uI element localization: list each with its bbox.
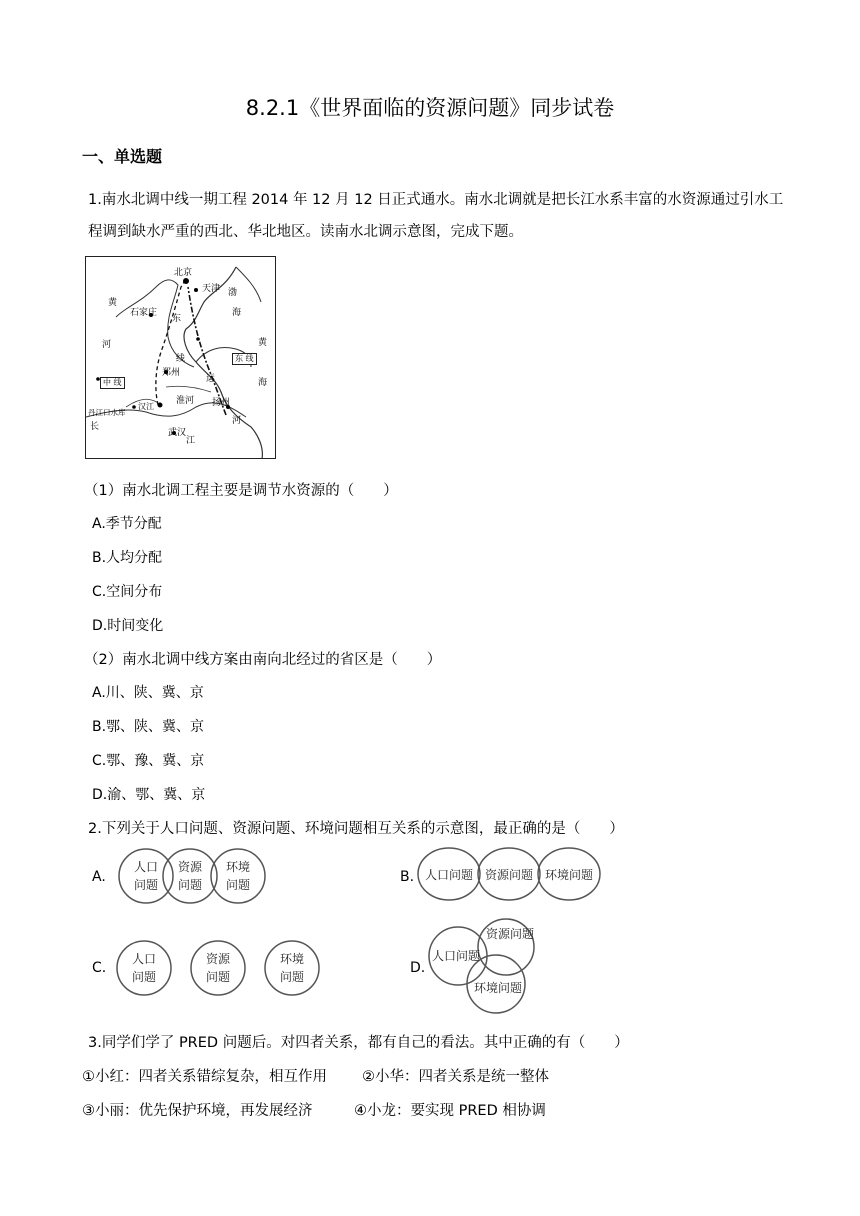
q2-c-c2-line1: 资源: [205, 952, 231, 966]
q2-option-a-diagram[interactable]: [110, 846, 280, 906]
q2-d-c3: 环境问题: [473, 981, 523, 995]
map-label-east-route: 东 线: [232, 353, 257, 365]
q3-statement-4: ④小龙：要实现 PRED 相协调: [354, 1103, 546, 1119]
map-label-xian: 线: [176, 354, 186, 364]
q1-sub1-option-a[interactable]: A.季节分配: [92, 516, 162, 532]
q2-b-c2: 资源问题: [484, 868, 534, 882]
q3-statement-3: ③小丽：优先保护环境，再发展经济: [82, 1103, 313, 1119]
q1-sub1-option-c[interactable]: C.空间分布: [92, 584, 163, 600]
map-label-yangzhou: 扬州: [212, 398, 231, 408]
q2-a-c3-line1: 环境: [225, 860, 251, 874]
south-north-water-map: [85, 256, 276, 459]
q2-b-c3: 环境问题: [544, 868, 594, 882]
q2-a-c2-line1: 资源: [177, 860, 203, 874]
page-title: 8.2.1《世界面临的资源问题》同步试卷: [245, 96, 615, 120]
q2-c-c1-line1: 人口: [131, 952, 157, 966]
map-label-dong: 东: [172, 314, 182, 324]
map-label-he2: 河: [232, 416, 242, 426]
q2-c-c1-line2: 问题: [131, 970, 157, 984]
q2-option-b-diagram[interactable]: [416, 846, 602, 902]
q2-a-c1-line1: 人口: [133, 860, 159, 874]
q1-sub1-option-d[interactable]: D.时间变化: [92, 618, 164, 634]
map-label-chang: 长: [90, 422, 100, 432]
q3-statement-1: ①小红：四者关系错综复杂，相互作用: [82, 1069, 327, 1085]
q3-statement-2: ②小华：四者关系是统一整体: [362, 1069, 549, 1085]
q1-sub2-option-c[interactable]: C.鄂、豫、冀、京: [92, 753, 205, 769]
q1-sub2-option-b[interactable]: B.鄂、陕、冀、京: [92, 719, 205, 735]
map-label-hanjiang: 汉江: [138, 402, 154, 411]
map-label-beijing: 北京: [174, 268, 193, 278]
q2-c-c3-line2: 问题: [279, 970, 305, 984]
q2-c-c3-line1: 环境: [279, 952, 305, 966]
map-label-huang-sea: 黄: [258, 338, 268, 348]
q2-option-c-diagram[interactable]: [110, 938, 326, 998]
map-label-huaihe: 淮河: [176, 396, 195, 406]
q1-sub2-stem: （2）南水北调中线方案由南向北经过的省区是（ ）: [84, 652, 442, 668]
q1-sub2-option-a[interactable]: A.川、陕、冀、京: [92, 685, 204, 701]
q1-sub2-option-d[interactable]: D.渝、鄂、冀、京: [92, 787, 206, 803]
q2-a-c1-line2: 问题: [133, 878, 159, 892]
q2-option-d-diagram[interactable]: [426, 918, 544, 1016]
q2-b-c1: 人口问题: [424, 868, 474, 882]
map-label-danjiangkou: 丹江口水库: [88, 408, 126, 417]
q2-option-a-label[interactable]: A.: [92, 869, 106, 885]
map-label-zhengzhou: 郑州: [162, 368, 181, 378]
map-label-hai1: 海: [232, 308, 242, 318]
q1-text-line1: 1.南水北调中线一期工程 2014 年 12 月 12 日正式通水。南水北调就是把长江水系丰富的水资源通过引水工: [88, 192, 784, 208]
q1-text-line2: 程调到缺水严重的西北、华北地区。读南水北调示意图，完成下题。: [88, 224, 523, 240]
map-label-bo: 渤: [228, 288, 238, 298]
map-label-tianjin: 天津: [202, 284, 221, 294]
q2-c-c2-line2: 问题: [205, 970, 231, 984]
q1-sub1-stem: （1）南水北调工程主要是调节水资源的（ ）: [84, 483, 398, 499]
map-label-he: 河: [102, 340, 112, 350]
q2-d-c2: 资源问题: [485, 927, 535, 941]
map-label-yun: 运: [206, 374, 216, 384]
map-label-wuhan: 武汉: [168, 428, 187, 438]
q2-stem: 2.下列关于人口问题、资源问题、环境问题相互关系的示意图，最正确的是（ ）: [88, 821, 624, 837]
map-label-middle-route: 中 线: [100, 377, 125, 389]
map-label-huang: 黄: [108, 298, 118, 308]
q2-a-c2-line2: 问题: [177, 878, 203, 892]
q1-sub1-option-b[interactable]: B.人均分配: [92, 550, 163, 566]
q2-d-c1: 人口问题: [431, 949, 481, 963]
q2-option-b-label[interactable]: B.: [400, 869, 415, 885]
q2-option-c-label[interactable]: C.: [92, 960, 107, 976]
map-label-hai2: 海: [258, 378, 268, 388]
map-label-jiang: 江: [186, 436, 196, 446]
q3-stem: 3.同学们学了 PRED 问题后。对四者关系，都有自己的看法。其中正确的有（ ）: [88, 1035, 629, 1051]
q2-option-d-label[interactable]: D.: [410, 960, 426, 976]
q2-a-c3-line2: 问题: [225, 878, 251, 892]
map-label-shijiazhuang: 石家庄: [130, 308, 158, 318]
section-heading: 一、单选题: [82, 147, 163, 166]
